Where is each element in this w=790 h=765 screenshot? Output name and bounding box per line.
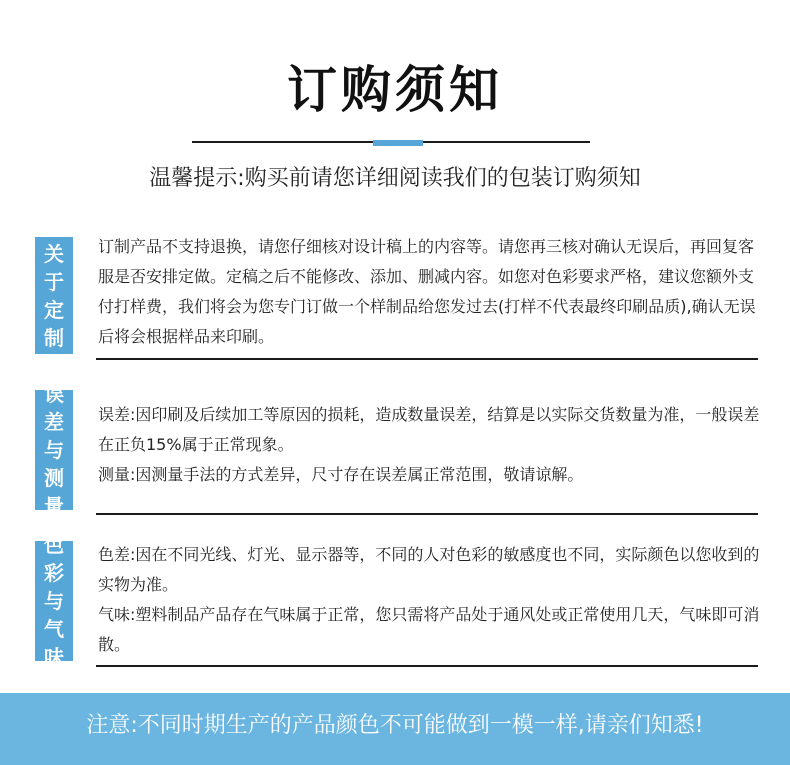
tag-char: 量 bbox=[44, 494, 64, 518]
section-paragraph: 误差:因印刷及后续加工等原因的损耗，造成数量误差，结算是以实际交货数量为准，一般误差在正负15%属于正常现象。 bbox=[98, 405, 760, 454]
tag-char: 与 bbox=[44, 589, 64, 613]
section-separator bbox=[96, 665, 758, 667]
tag-char: 关 bbox=[44, 241, 64, 266]
tag-char: 制 bbox=[44, 325, 64, 350]
section-paragraph: 订制产品不支持退换，请您仔细核对设计稿上的内容等。请您再三核对确认无误后，再回复客服是否安排定做。定稿之后不能修改、添加、删减内容。如您对色彩要求严格，建议您额外支付打样费，我们将会为您专门订做一个样制品给您发过去(打样不代表最终印刷品质),确认无误后将会根据样品来印刷。 bbox=[98, 237, 756, 346]
section-paragraph: 气味:塑料制品产品存在气味属于正常，您只需将产品处于通风处或正常使用几天，气味即可消散。 bbox=[98, 605, 760, 654]
tag-char: 与 bbox=[44, 438, 64, 462]
tag-char: 差 bbox=[44, 410, 64, 434]
subtitle: 温馨提示:购买前请您详细阅读我们的包装订购须知 bbox=[149, 166, 641, 191]
title-divider-accent bbox=[373, 140, 423, 146]
footer-notice: 注意:不同时期生产的产品颜色不可能做到一模一样,请亲们知悉! bbox=[0, 693, 790, 765]
section-separator bbox=[96, 513, 758, 515]
section-body-color-odor bbox=[98, 540, 764, 660]
tag-char: 定 bbox=[44, 297, 64, 322]
section-paragraph: 色差:因在不同光线、灯光、显示器等，不同的人对色彩的敏感度也不同，实际颜色以您收到的实物为准。 bbox=[98, 545, 760, 594]
tag-char: 色 bbox=[44, 533, 64, 557]
section-body-error-measurement bbox=[98, 400, 764, 490]
section-body-customization bbox=[98, 232, 764, 352]
section-paragraph: 测量:因测量手法的方式差异，尺寸存在误差属正常范围，敬请谅解。 bbox=[98, 465, 584, 484]
tag-char: 气 bbox=[44, 617, 64, 641]
tag-char: 测 bbox=[44, 466, 64, 490]
tag-char: 于 bbox=[44, 269, 64, 294]
page-title: 订购须知 bbox=[287, 61, 503, 119]
section-separator bbox=[96, 358, 758, 360]
tag-char: 味 bbox=[44, 645, 64, 669]
tag-char: 彩 bbox=[44, 561, 64, 585]
tag-char: 误 bbox=[44, 382, 64, 406]
section-tag-color-odor bbox=[35, 533, 73, 669]
section-tag-customization bbox=[35, 237, 73, 354]
section-tag-error-measurement bbox=[35, 382, 73, 518]
